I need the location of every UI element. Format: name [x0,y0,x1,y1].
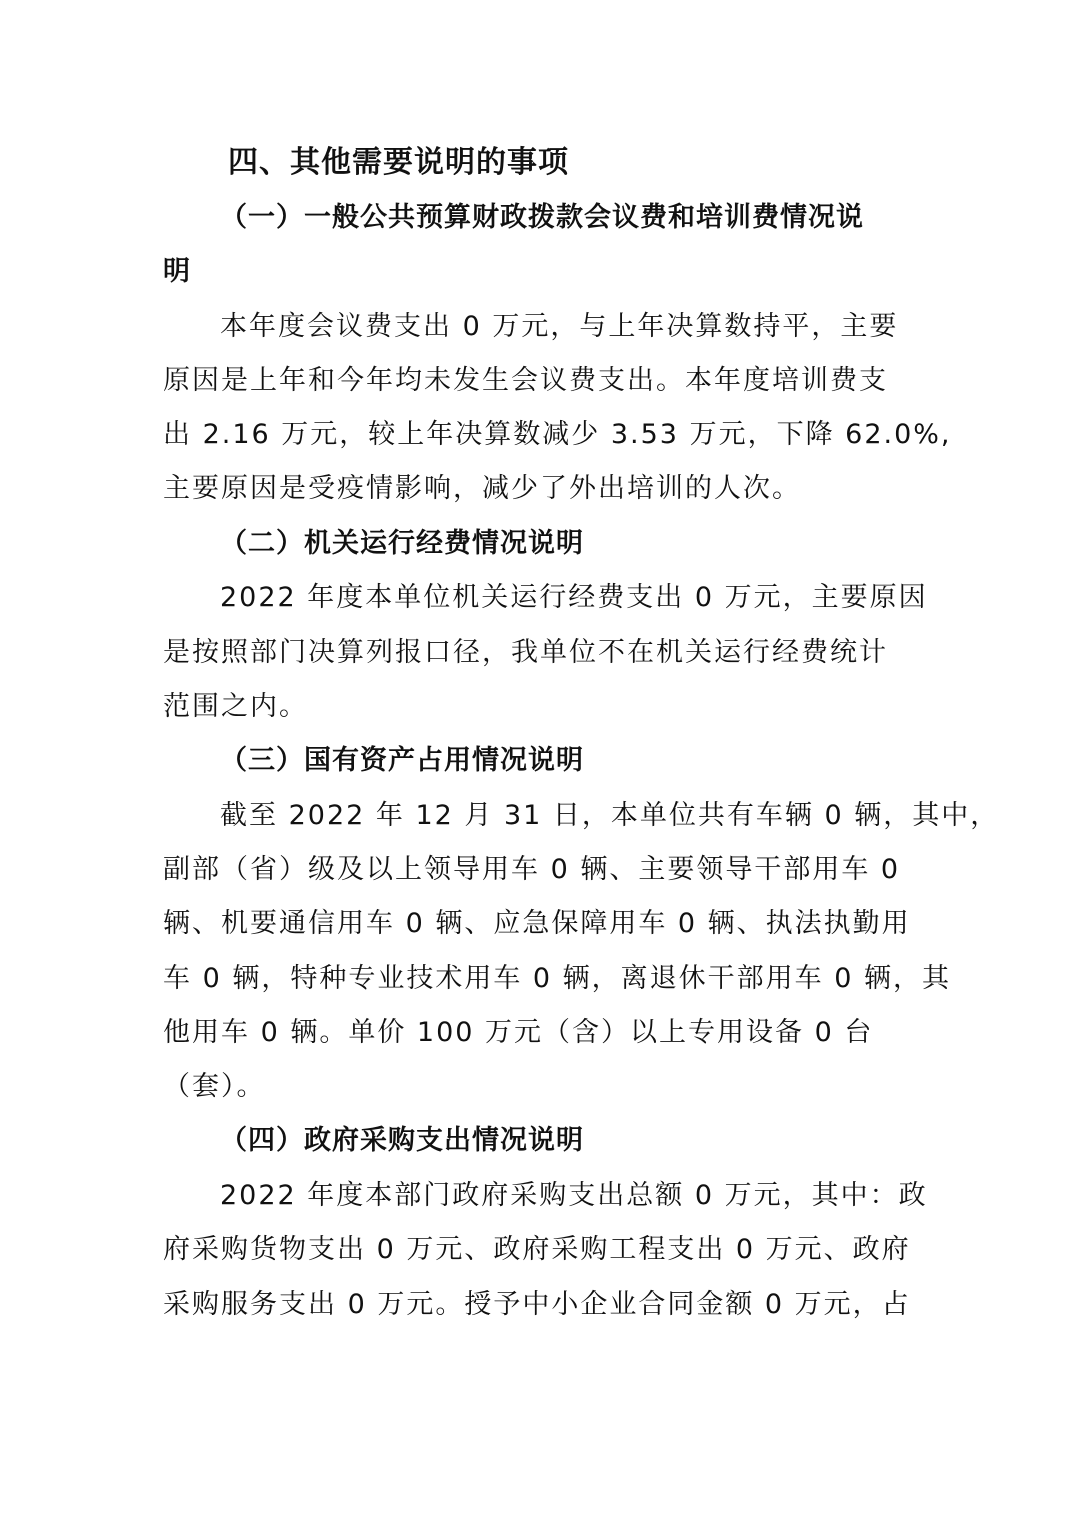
subsection-title-4: （四）政府采购支出情况说明 [220,1125,584,1156]
paragraph-line: 辆、机要通信用车 0 辆、应急保障用车 0 辆、执法执勤用 [163,908,911,939]
section-heading: 四、其他需要说明的事项 [228,145,569,180]
subsection-title-1: （一）一般公共预算财政拨款会议费和培训费情况说 [220,202,864,233]
subsection-title-2: （二）机关运行经费情况说明 [220,528,584,559]
paragraph-line: 截至 2022 年 12 月 31 日，本单位共有车辆 0 辆，其中， [220,800,1000,831]
paragraph-line: 采购服务支出 0 万元。授予中小企业合同金额 0 万元，占 [163,1289,911,1320]
paragraph-line: 出 2.16 万元，较上年决算数减少 3.53 万元，下降 62.0%, [163,419,952,450]
subsection-title-3: （三）国有资产占用情况说明 [220,745,584,776]
subsection-title-1-cont: 明 [163,256,191,287]
paragraph-line: （套）。 [163,1071,266,1102]
paragraph-line: 原因是上年和今年均未发生会议费支出。本年度培训费支 [163,365,888,396]
paragraph-line: 府采购货物支出 0 万元、政府采购工程支出 0 万元、政府 [163,1234,911,1265]
paragraph-line: 2022 年度本单位机关运行经费支出 0 万元，主要原因 [220,582,928,613]
paragraph-line: 范围之内。 [163,691,308,722]
paragraph-line: 2022 年度本部门政府采购支出总额 0 万元，其中：政 [220,1180,928,1211]
paragraph-line: 车 0 辆，特种专业技术用车 0 辆，离退休干部用车 0 辆，其 [163,963,952,994]
paragraph-line: 主要原因是受疫情影响，减少了外出培训的人次。 [163,473,801,504]
paragraph-line: 是按照部门决算列报口径，我单位不在机关运行经费统计 [163,637,888,668]
paragraph-line: 本年度会议费支出 0 万元，与上年决算数持平，主要 [220,311,899,342]
paragraph-line: 副部（省）级及以上领导用车 0 辆、主要领导干部用车 0 [163,854,901,885]
paragraph-line: 他用车 0 辆。单价 100 万元（含）以上专用设备 0 台 [163,1017,874,1048]
